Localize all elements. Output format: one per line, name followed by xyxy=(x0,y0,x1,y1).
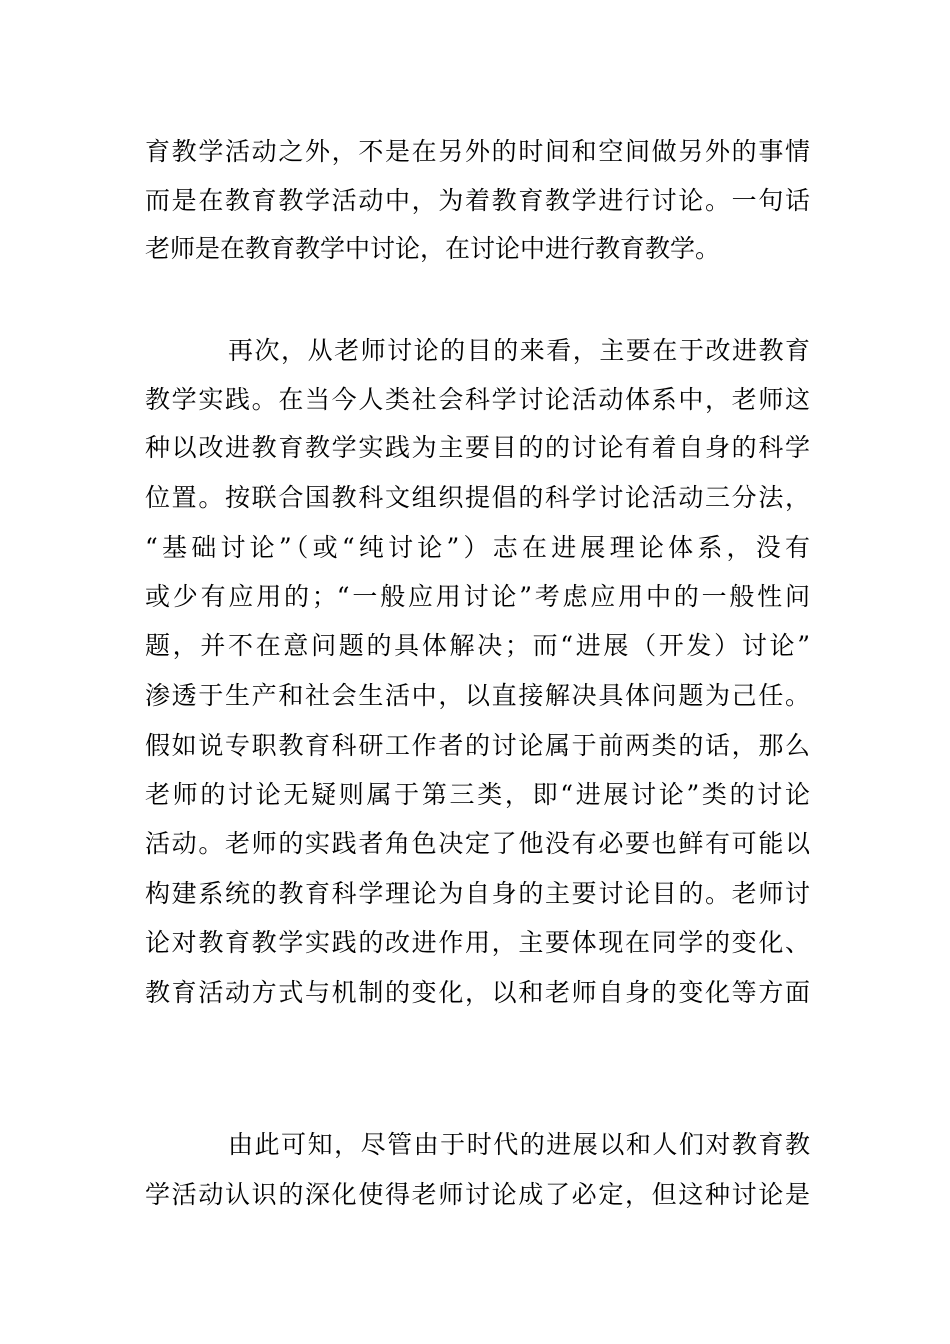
text-line: 假如说专职教育科研工作者的讨论属于前两类的话，那么 xyxy=(145,731,810,760)
text-line: 学活动认识的深化使得老师讨论成了必定，但这种讨论是 xyxy=(145,1180,810,1209)
text-line: 渗透于生产和社会生活中，以直接解决具体问题为己任。 xyxy=(145,681,810,710)
text-line: “基础讨论”（或“纯讨论”）志在进展理论体系，没有 xyxy=(145,533,810,562)
text-line: 老师的讨论无疑则属于第三类，即“进展讨论”类的讨论 xyxy=(145,780,810,809)
text-line: 种以改进教育教学实践为主要目的的讨论有着自身的科学 xyxy=(145,433,810,462)
text-line: 由此可知，尽管由于时代的进展以和人们对教育教 xyxy=(228,1130,810,1159)
text-line: 育教学活动之外，不是在另外的时间和空间做另外的事情 xyxy=(145,137,810,166)
text-line: 教学实践。在当今人类社会科学讨论活动体系中，老师这 xyxy=(145,385,810,414)
text-line: 而是在教育教学活动中，为着教育教学进行讨论。一句话 xyxy=(145,186,810,215)
text-line: 活动。老师的实践者角色决定了他没有必要也鲜有可能以 xyxy=(145,829,810,858)
text-line: 题，并不在意问题的具体解决；而“进展（开发）讨论” xyxy=(145,631,810,660)
text-line: 老师是在教育教学中讨论，在讨论中进行教育教学。 xyxy=(145,234,721,263)
text-line: 或少有应用的；“一般应用讨论”考虑应用中的一般性问 xyxy=(145,582,810,611)
text-line: 构建系统的教育科学理论为自身的主要讨论目的。老师讨 xyxy=(145,879,810,908)
text-line: 教育活动方式与机制的变化，以和老师自身的变化等方面 xyxy=(145,978,810,1007)
text-line: 论对教育教学实践的改进作用，主要体现在同学的变化、 xyxy=(145,928,810,957)
text-line: 位置。按联合国教科文组织提倡的科学讨论活动三分法， xyxy=(145,483,810,512)
text-line: 再次，从老师讨论的目的来看，主要在于改进教育 xyxy=(228,336,810,365)
